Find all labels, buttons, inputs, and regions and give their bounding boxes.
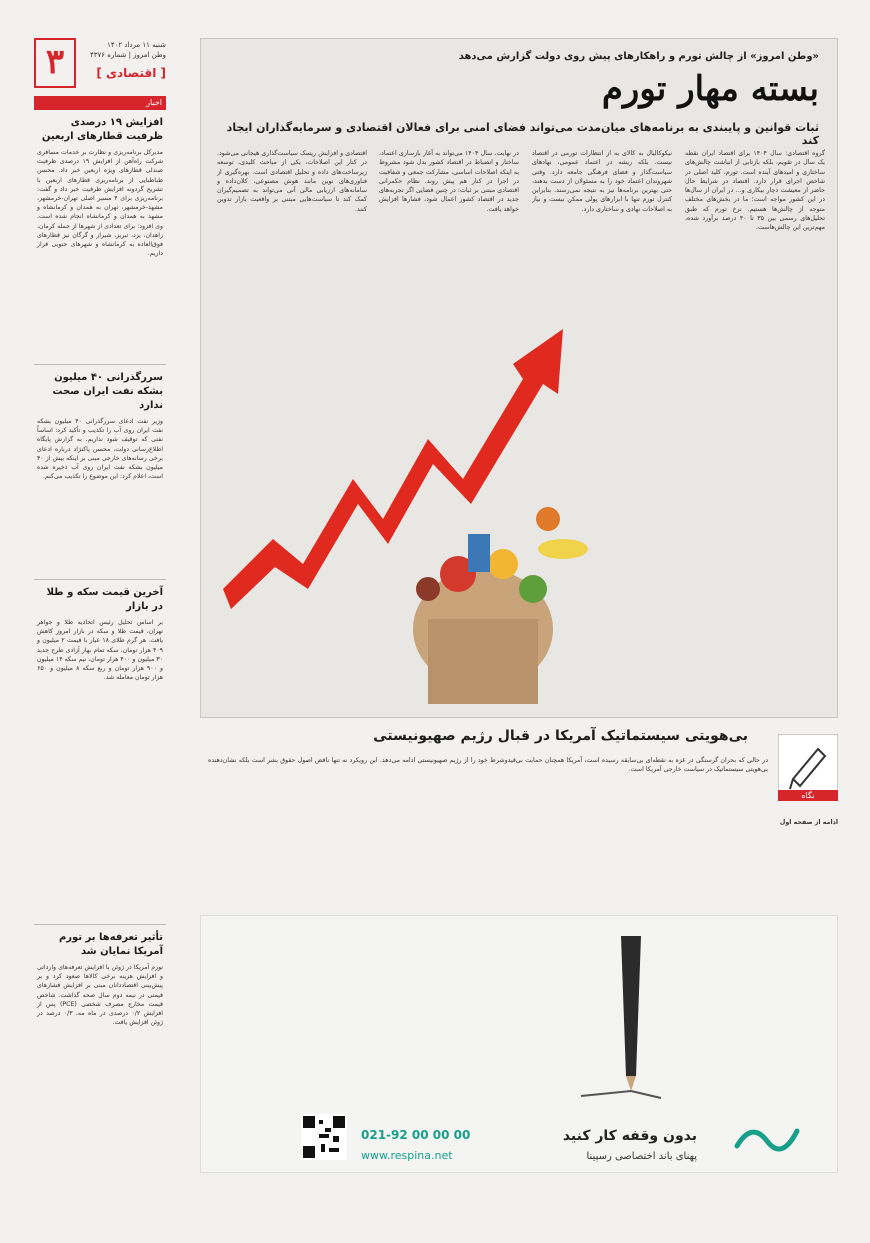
masthead: [34, 38, 166, 90]
ad-phone[interactable]: 021-92 00 00 00: [361, 1128, 471, 1142]
news-title: آخرین قیمت سکه و طلا در بازار: [46, 587, 163, 612]
page-number: ۳: [34, 38, 76, 88]
feature-headline: بسته مهار تورم: [601, 69, 819, 109]
news-ticker-label: اخبار: [34, 96, 166, 110]
feature-column-1: گروه اقتصادی: سال ۱۴۰۴ برای اقتصاد ایران نقطه یک سال در تقویم، بلکه بازتابی از انباشت چالش‌های ساختاری و امیدهای آینده است. تورم، کلید اصلی در شاخص اجرای قرار دارد. اقتصاد در شرایط حال حاضر از معیشت دچار بیکاری و... در ایران از سال‌ها در این کشور مواجه است؛ ما در بخش‌های مختلف متوجه از چالش‌ها هستیم. نرخ تورم که طبق تحلیل‌های رسمی بین ۳۵ تا ۴۰ درصد برآورد شده، مهم‌ترین این چالش‌هاست.: [685, 150, 825, 232]
news-title: افزایش ۱۹ درصدی ظرفیت قطارهای اربعین: [41, 117, 163, 142]
qr-code-icon[interactable]: [301, 1114, 347, 1160]
feature-column-2: نیکوکالیال به کالای به از انتظارات تورمی در اقتصاد نیست. بلکه ریشه در اعتماد عمومی، نهادهای سیاست‌گذار و فضای فرهنگی جامعه دارد. وقتی شهروندان اعتماد خود را به مسئولان از دست بدهند، حتی بهترین برنامه‌ها نیز به نتیجه نمی‌رسند. بنابراین کنترل تورم تنها با ابزارهای پولی ممکن نیست و نیاز به اصلاحات نهادی و ساختاری دارد.: [532, 150, 672, 213]
ad-slogan: بدون وقفه کار کنید: [562, 1128, 697, 1144]
secondary-article[interactable]: [200, 728, 838, 898]
news-item[interactable]: [34, 110, 166, 365]
news-body: وزیر نفت ادعای سررگذرانی ۴۰ میلیون بشکه نفت ایران روی آب را تکذیب و تأکید کرد: اساساً نفتی که توقیف شود نداریم. به گزارش پایگاه اطلاع‌رسانی دولت، محسن پاکنژاد درباره ادعای برخی رسانه‌های خارجی مبنی بر اینکه بیش از ۴۰ میلیون بشکه نفت ایران روی آب ذخیره شده است، اعلام کرد: این موضوع را تکذیب می‌کنم.: [37, 418, 164, 481]
news-item[interactable]: [34, 365, 166, 580]
news-item[interactable]: [34, 580, 166, 925]
news-item[interactable]: [34, 925, 166, 1125]
issue: وطن امروز | شماره ۴۳۷۶: [90, 51, 166, 59]
feature-subhead: ثبات قوانین و پایبندی به برنامه‌های میان‌مدت می‌تواند فضای امنی برای فعالان اقتصادی و سرمایه‌گذاران ایجاد کند: [226, 121, 819, 147]
masthead-info: [84, 40, 166, 60]
main-content: [200, 38, 838, 898]
ad-subtitle: پهنای باند اختصاصی رسپینا: [586, 1151, 697, 1162]
news-title: تأثیر تعرفه‌ها بر تورم آمریکا نمایان شد: [58, 932, 163, 957]
secondary-body: در حالی که بحران گرسنگی در غزه به نقطه‌ای بی‌سابقه رسیده است، آمریکا همچنان حمایت بی‌قیدوشرط خود را از رژیم صهیونیستی ادامه می‌دهد. این رویکرد نه تنها ناقض اصول حقوق بشر است بلکه نشان‌دهنده بی‌هویتی سیستماتیک در سیاست خارجی آمریکا است.: [208, 757, 768, 774]
news-title: سررگذرانی ۴۰ میلیون بشکه نفت ایران صحت ندارد: [52, 372, 163, 411]
date: شنبه ۱۱ مرداد ۱۴۰۲: [107, 41, 166, 49]
respina-logo-icon: [727, 1116, 807, 1160]
section-name: [ اقتصادی ]: [96, 66, 166, 80]
ad-url[interactable]: www.respina.net: [361, 1149, 453, 1162]
feature-column-3: در نهایت، سال ۱۴۰۴ می‌تواند به آغاز بازسازی اعتماد، ساختار و انضباط در اقتصاد کشور بدل شود مشروط به اینکه اصلاحات اساسی، مشارکت جمعی و شفافیت در اجرا در کنار هم پیش روند. نظام حکمرانی اقتصادی مبتنی بر ثبات: در چنین فضایی اگر تجربه‌های جدید در اقتصاد کشور اعمال شود، فشارها افزایش خواهد یافت.: [379, 150, 519, 213]
inflation-arrow-illustration: [213, 289, 633, 709]
sidebar: [34, 38, 166, 1213]
pen-icon: [778, 734, 838, 794]
secondary-title: بی‌هویتی سیستماتیک آمریکا در قبال رژیم صهیونیستی: [373, 728, 748, 744]
feature-article[interactable]: [200, 38, 838, 718]
ad-footer: [201, 1102, 837, 1172]
news-body: بر اساس تحلیل رئیس اتحادیه طلا و جواهر تهران، قیمت طلا و سکه در بازار امروز کاهش یافت. هر گرم طلای ۱۸ عیار با قیمت ۲ میلیون و ۴۰۹ هزار تومان، سکه تمام بهار آزادی طرح جدید ۳۰ میلیون و ۴۰۰ هزار تومان، نیم سکه ۱۴ میلیون و ۹۰۰ هزار تومان و ربع سکه ۸ میلیون و ۶۵۰ هزار تومان معامله شد.: [37, 619, 163, 682]
pencil-illustration: [281, 936, 781, 1106]
feature-column-4: اقتصادی و افزایش ریسک سیاست‌گذاری هیجانی می‌شود. در کنار این اصلاحات، یکی از مباحث کلیدی، توسعه زیرساخت‌های داده و تحلیل اقتصادی است. بهره‌گیری از فناوری‌های نوین مانند هوش مصنوعی، کلان‌داده و سامانه‌های ارزیابی مالی آنی می‌تواند به تصمیم‌گیران کمک کند تا سیاست‌هایی مبتنی بر واقعیت بازار تدوین کنند.: [217, 150, 367, 213]
news-body: تورم آمریکا در ژوئن با افزایش تعرفه‌های وارداتی و افزایش هزینه برخی کالاها صعود کرد و بر پیش‌بینی اقتصاددانان مبنی بر افزایش فشارهای قیمتی در نیمه دوم سال صحه گذاشت. شاخص قیمت مخارج مصرف شخصی (PCE) پس از افزایش ۰/۲ درصدی در ماه مه، ۰/۳ درصد در ژوئن افزایش یافت.: [37, 964, 163, 1027]
feature-kicker: «وطن امروز» از چالش تورم و راهکارهای پیش روی دولت گزارش می‌دهد: [458, 51, 819, 62]
note-author: ادامه از صفحه اول: [779, 819, 838, 826]
news-body: مدیرکل برنامه‌ریزی و نظارت بر خدمات مسافری شرکت راه‌آهن از افزایش ۱۹ درصدی ظرفیت صندلی قطارهای ویژه اربعین خبر داد. محسن طباطبایی از برنامه‌ریزی قطارهای اربعین با تشریح گردونه افزایش ظرفیت خبر داد و گفت: برنامه‌ریزی برای ۴ مسیر اصلی تهران-خرمشهر، مشهد-خرمشهر، تهران به همدان و کرمانشاه و مشهد به همدان و کرمانشاه انجام شده است. وی افزود: برای تعدادی از شهرها از جمله کرمان، زاهدان، یزد، تبریز، شیراز و گرگان نیز قطارهای فوق‌العاده به کرمانشاه و شهرهای جنوبی قرار داریم.: [37, 149, 164, 258]
note-label: نگاه: [778, 790, 838, 801]
respina-advertisement[interactable]: [200, 915, 838, 1173]
